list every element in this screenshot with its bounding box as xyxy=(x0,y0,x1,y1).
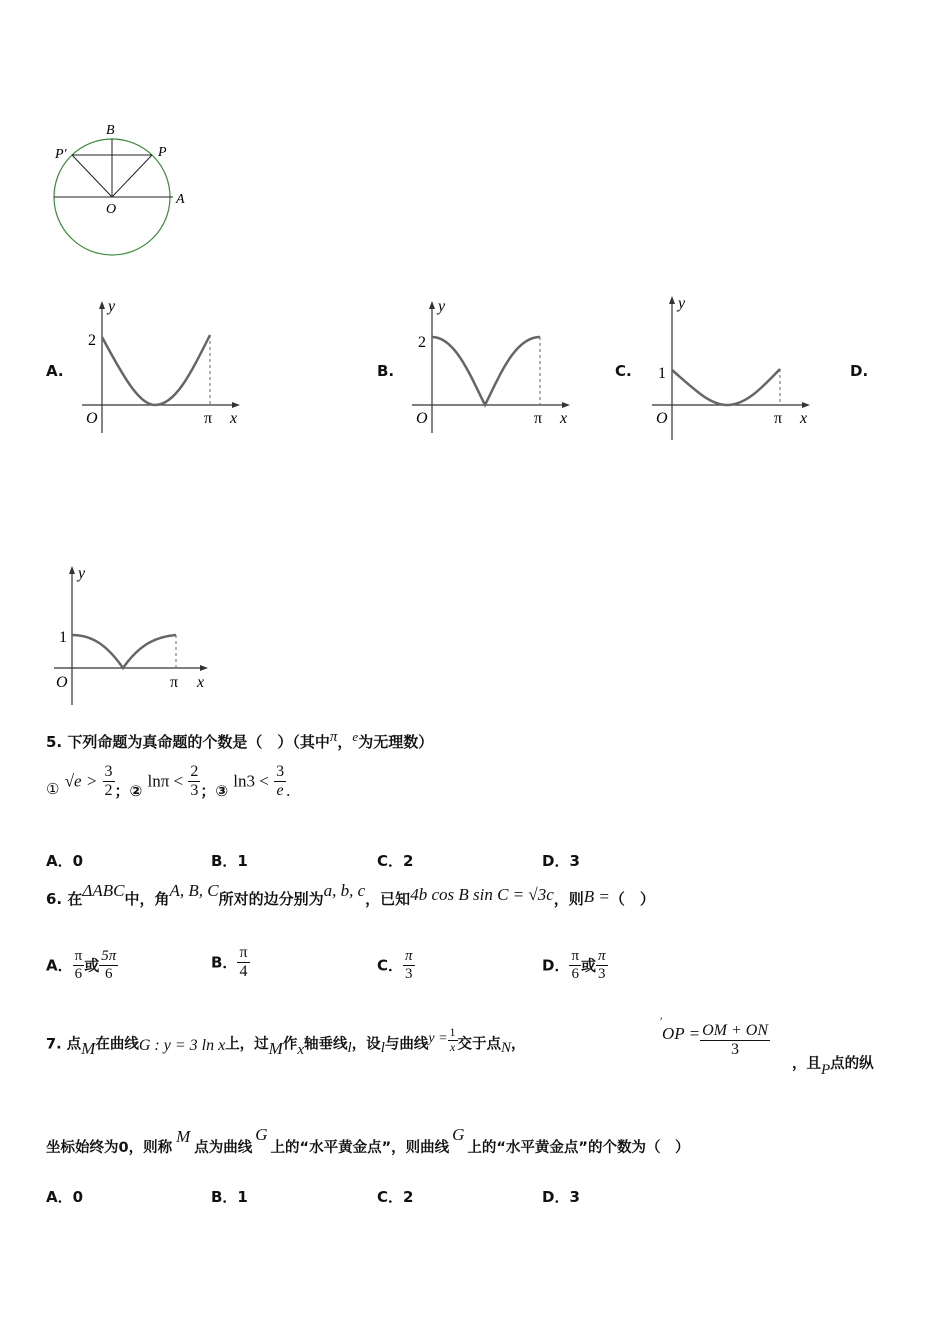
or-text: 或 xyxy=(84,956,100,975)
point-m: M xyxy=(81,1039,96,1059)
stem-text: 下列命题为真命题的个数是（ ）（其中 xyxy=(67,733,330,751)
fraction-2 xyxy=(596,948,608,984)
fraction xyxy=(237,944,249,982)
q5-option-a[interactable]: A．0 xyxy=(46,852,84,870)
graph-c xyxy=(650,290,820,440)
pi-label: π xyxy=(170,674,179,691)
curve xyxy=(102,335,210,405)
x-label: x xyxy=(800,410,808,427)
text-5: ，则 xyxy=(553,890,584,908)
q6-option-c[interactable] xyxy=(377,948,415,984)
prime-tick: ′ xyxy=(660,1014,663,1028)
vector-op-equation xyxy=(660,1014,770,1060)
line-l-2: l xyxy=(380,1040,385,1057)
x-axis-arrow xyxy=(232,402,240,408)
or-text: 或 xyxy=(581,956,597,975)
text-4: ，已知 xyxy=(365,890,411,908)
numerator: π xyxy=(73,948,85,966)
e-symbol: e xyxy=(352,729,359,744)
q7-option-b[interactable]: B．1 xyxy=(211,1188,248,1206)
denominator: 3 xyxy=(405,966,413,983)
numerator: 3 xyxy=(274,763,286,782)
question-number: 5. xyxy=(46,733,63,751)
y-tick-label: 1 xyxy=(658,365,666,382)
point-n: N xyxy=(501,1040,512,1057)
pi-label: π xyxy=(534,410,543,427)
one-over-x xyxy=(448,1026,458,1055)
y-axis-arrow xyxy=(99,301,105,309)
x-label: x xyxy=(197,674,205,691)
text-11: 点的纵 xyxy=(830,1056,874,1072)
graph-option-b-label: B. xyxy=(377,362,395,380)
x-symbol: x xyxy=(297,1042,305,1059)
fraction-1 xyxy=(569,948,581,984)
option-label: C． xyxy=(377,956,404,975)
y-axis-arrow xyxy=(429,301,435,309)
item-2-lhs: lnπ < xyxy=(147,771,184,791)
point-m-3: M xyxy=(176,1127,191,1146)
y-equals: y = xyxy=(428,1031,448,1047)
curve-g: G xyxy=(255,1125,268,1144)
period: . xyxy=(286,781,291,801)
numerator: 2 xyxy=(188,763,200,782)
option-label: A． xyxy=(46,956,73,975)
question-5-stem xyxy=(46,731,433,752)
curve-g-2: G xyxy=(452,1125,465,1144)
text-line2-d: 上的“水平黄金点”的个数为（ ） xyxy=(467,1140,690,1156)
origin-label: O xyxy=(56,674,68,691)
numerator: π xyxy=(569,948,581,966)
question-number: 7. xyxy=(46,1036,62,1053)
curve xyxy=(672,369,780,405)
item-1-mark: ① xyxy=(46,782,60,799)
denominator: 6 xyxy=(74,966,83,983)
numerator: π xyxy=(596,948,608,966)
y-axis-arrow xyxy=(669,296,675,304)
radius-OP xyxy=(112,155,152,197)
separator-1: ；② xyxy=(114,782,143,801)
denominator: 4 xyxy=(239,963,248,981)
text-3: 上，过 xyxy=(225,1036,269,1053)
line-l: l xyxy=(347,1040,352,1057)
numerator: π xyxy=(237,944,249,963)
comma: ， xyxy=(337,733,353,751)
text-2: 中，角 xyxy=(124,890,170,908)
question-7-stem-line-2 xyxy=(46,1125,690,1157)
triangle-abc: ΔABC xyxy=(82,881,125,900)
pi-label: π xyxy=(204,410,213,427)
q5-option-d[interactable]: D．3 xyxy=(542,852,580,870)
y-label: y xyxy=(678,295,686,312)
text-3: 所对的边分别为 xyxy=(218,890,324,908)
text-1: 点 xyxy=(66,1036,82,1053)
angles: A, B, C xyxy=(169,881,219,900)
x-axis-arrow xyxy=(200,665,208,671)
denominator: 3 xyxy=(598,966,606,983)
graph-a xyxy=(80,295,250,435)
x-axis-arrow xyxy=(562,402,570,408)
text-6: （ ） xyxy=(609,890,655,908)
text-1: 在 xyxy=(67,890,83,908)
denominator: 3 xyxy=(190,782,199,800)
option-label: B． xyxy=(211,953,238,972)
y-axis-arrow xyxy=(69,566,75,574)
denominator: x xyxy=(449,1039,456,1054)
text-10: ，且 xyxy=(792,1056,821,1072)
text-line2-c: 上的“水平黄金点”，则曲线 xyxy=(270,1140,450,1156)
item-3-fraction xyxy=(274,763,286,801)
question-6-stem xyxy=(46,881,655,909)
q6-option-b[interactable] xyxy=(211,944,250,982)
q5-option-b[interactable]: B．1 xyxy=(211,852,248,870)
question-7-stem-line-1-end xyxy=(792,1052,874,1078)
pi-symbol: π xyxy=(329,729,338,745)
graph-option-a-label: A. xyxy=(46,362,64,380)
fraction xyxy=(403,948,415,984)
text-5: 轴垂线 xyxy=(304,1036,348,1053)
graph-d xyxy=(52,560,222,710)
y-label: y xyxy=(438,298,446,315)
label-B: B xyxy=(106,123,115,138)
given-equation: 4b cos B sin C = √3c xyxy=(410,885,554,904)
option-label: D． xyxy=(542,956,570,975)
denominator: 2 xyxy=(104,782,113,800)
op-equals: OP = xyxy=(662,1024,701,1044)
point-m-2: M xyxy=(268,1039,283,1059)
text-line2-a: 坐标始终为0，则称 xyxy=(46,1140,173,1156)
numerator: 3 xyxy=(103,763,115,782)
fraction-2 xyxy=(99,948,118,984)
text-6: ，设 xyxy=(351,1036,381,1053)
radius-OP-prime xyxy=(72,155,112,197)
numerator: OM + ON xyxy=(700,1022,770,1041)
unit-circle-figure xyxy=(40,115,200,265)
numerator: 1 xyxy=(449,1025,456,1039)
denominator: 6 xyxy=(571,966,579,983)
text-4: 作 xyxy=(282,1036,298,1053)
item-1-fraction xyxy=(103,763,115,801)
op-fraction xyxy=(700,1022,770,1060)
curve-g-equation: G : y = 3 ln x xyxy=(138,1037,226,1055)
y-tick-label: 2 xyxy=(88,332,96,349)
question-number: 6. xyxy=(46,890,63,908)
y-tick-label: 1 xyxy=(59,629,67,646)
origin-label: O xyxy=(86,410,98,427)
question-5-statements xyxy=(46,763,290,801)
graph-option-d-label: D. xyxy=(850,362,869,380)
label-A: A xyxy=(176,192,185,207)
sides: a, b, c xyxy=(323,881,366,900)
label-O: O xyxy=(106,202,117,217)
y-label: y xyxy=(108,298,116,315)
q6-option-d[interactable] xyxy=(542,948,608,984)
q7-option-c[interactable]: C．2 xyxy=(377,1188,414,1206)
label-P-prime: P′ xyxy=(55,147,67,162)
item-3-lhs: ln3 < xyxy=(233,771,269,791)
text-2: 在曲线 xyxy=(95,1036,139,1053)
denominator: 3 xyxy=(731,1041,740,1059)
separator-2: ；③ xyxy=(200,782,229,801)
origin-label: O xyxy=(656,410,668,427)
curve xyxy=(72,635,176,668)
text-8: 交于点 xyxy=(457,1036,502,1053)
curve xyxy=(432,337,540,405)
text-line2-b: 点为曲线 xyxy=(194,1140,253,1156)
numerator: π xyxy=(403,948,415,966)
origin-label: O xyxy=(416,410,428,427)
y-label: y xyxy=(78,565,86,582)
y-tick-label: 2 xyxy=(418,334,426,351)
x-label: x xyxy=(560,410,568,427)
graph-b xyxy=(410,295,580,435)
stem-end: 为无理数） xyxy=(358,733,434,751)
denominator: e xyxy=(276,782,284,800)
x-label: x xyxy=(230,410,238,427)
graph-option-c-label: C. xyxy=(615,362,632,380)
label-P: P xyxy=(158,145,167,160)
item-1-lhs: √e > xyxy=(64,771,98,791)
x-axis-arrow xyxy=(802,402,810,408)
question-7-stem-line-1 xyxy=(46,1025,526,1059)
q5-option-c[interactable]: C．2 xyxy=(377,852,414,870)
denominator: 6 xyxy=(104,966,113,983)
fraction-1 xyxy=(73,948,85,984)
text-9: ， xyxy=(511,1036,526,1053)
q7-option-d[interactable]: D．3 xyxy=(542,1188,580,1206)
text-7: 与曲线 xyxy=(384,1036,429,1053)
q7-option-a[interactable]: A．0 xyxy=(46,1188,84,1206)
q6-option-a[interactable] xyxy=(46,948,118,984)
numerator: 5π xyxy=(99,948,118,966)
b-equals: B = xyxy=(583,887,610,906)
item-2-fraction xyxy=(188,763,200,801)
point-p: P xyxy=(821,1062,831,1078)
pi-label: π xyxy=(774,410,783,427)
